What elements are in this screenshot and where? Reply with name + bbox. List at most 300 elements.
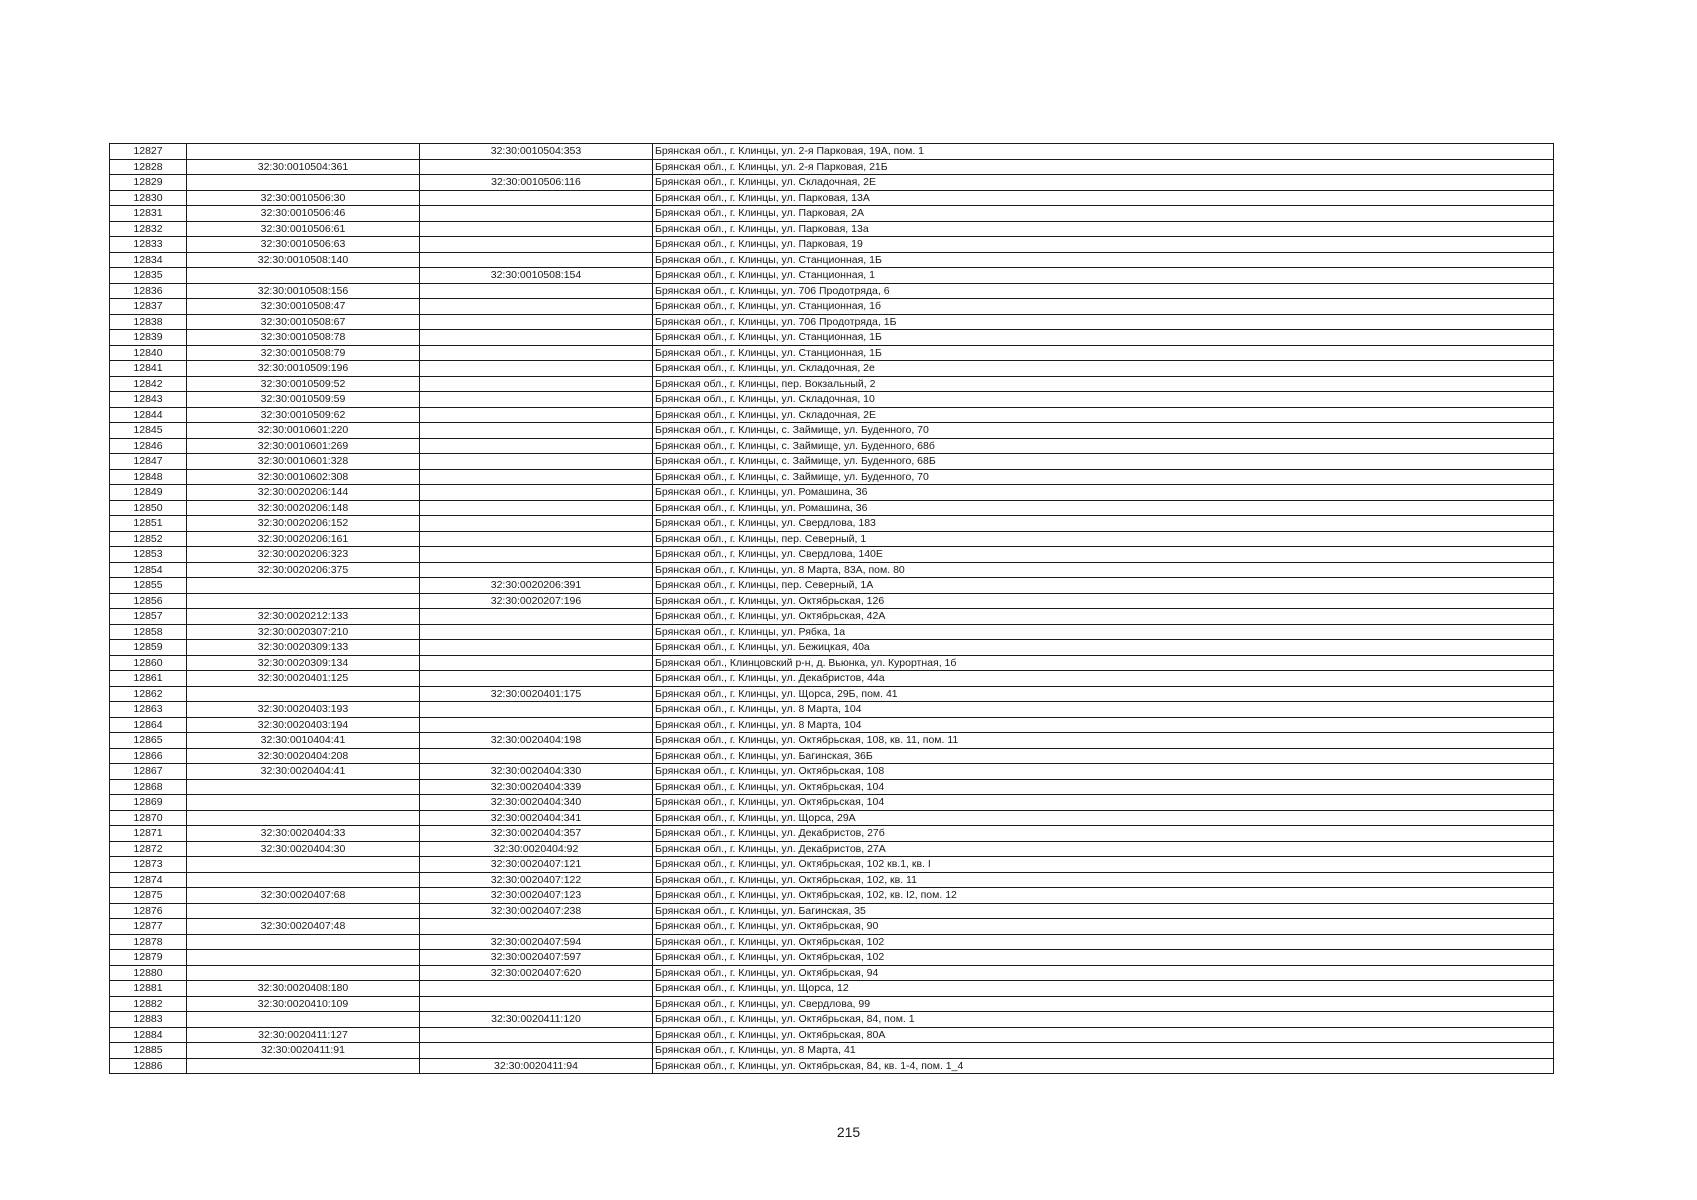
table-row xyxy=(110,485,1554,501)
cadastral-number-cell: 32:30:0010506:46 xyxy=(187,206,420,222)
cadastral-number-cell xyxy=(187,1058,420,1074)
address-cell: Брянская обл., г. Клинцы, ул. Декабристов, 27А xyxy=(653,841,1554,857)
row-number: 12856 xyxy=(110,593,187,609)
cadastral-number-cell xyxy=(187,268,420,284)
cadastral-number-alt-cell: 32:30:0020404:198 xyxy=(420,733,653,749)
row-number: 12875 xyxy=(110,888,187,904)
table-row xyxy=(110,655,1554,671)
cadastral-number-alt-cell xyxy=(420,640,653,656)
row-number: 12859 xyxy=(110,640,187,656)
address-cell: Брянская обл., г. Клинцы, ул. Октябрьская, 102 кв.1, кв. I xyxy=(653,857,1554,873)
cadastral-number-alt-cell: 32:30:0020401:175 xyxy=(420,686,653,702)
table-row xyxy=(110,934,1554,950)
table-row xyxy=(110,376,1554,392)
table-row xyxy=(110,857,1554,873)
cadastral-number-alt-cell xyxy=(420,1043,653,1059)
address-cell: Брянская обл., г. Клинцы, ул. Щорса, 29А xyxy=(653,810,1554,826)
address-cell: Брянская обл., г. Клинцы, ул. 706 Продотряда, 1Б xyxy=(653,314,1554,330)
table-row xyxy=(110,841,1554,857)
cadastral-number-cell xyxy=(187,144,420,160)
cadastral-number-cell xyxy=(187,795,420,811)
table-row xyxy=(110,469,1554,485)
cadastral-number-cell xyxy=(187,779,420,795)
address-cell: Брянская обл., г. Клинцы, ул. Октябрьская, 102 xyxy=(653,950,1554,966)
table-row xyxy=(110,423,1554,439)
address-cell: Брянская обл., г. Клинцы, ул. 8 Марта, 83А, пом. 80 xyxy=(653,562,1554,578)
row-number: 12855 xyxy=(110,578,187,594)
address-cell: Брянская обл., г. Клинцы, ул. Станционная, 1б xyxy=(653,299,1554,315)
row-number: 12864 xyxy=(110,717,187,733)
address-cell: Брянская обл., г. Клинцы, пер. Вокзальный, 2 xyxy=(653,376,1554,392)
cadastral-number-alt-cell: 32:30:0020407:123 xyxy=(420,888,653,904)
table-row xyxy=(110,702,1554,718)
row-number: 12840 xyxy=(110,345,187,361)
address-cell: Брянская обл., г. Клинцы, ул. Декабристов, 27б xyxy=(653,826,1554,842)
table-row xyxy=(110,717,1554,733)
address-cell: Брянская обл., г. Клинцы, ул. Октябрьская, 80А xyxy=(653,1027,1554,1043)
row-number: 12885 xyxy=(110,1043,187,1059)
cadastral-number-cell xyxy=(187,686,420,702)
table-row xyxy=(110,206,1554,222)
address-cell: Брянская обл., г. Клинцы, ул. Октябрьская, 126 xyxy=(653,593,1554,609)
row-number: 12884 xyxy=(110,1027,187,1043)
cadastral-number-alt-cell xyxy=(420,671,653,687)
cadastral-number-alt-cell: 32:30:0020404:92 xyxy=(420,841,653,857)
table-row xyxy=(110,919,1554,935)
page-number: 215 xyxy=(836,1124,861,1140)
address-cell: Брянская обл., г. Клинцы, ул. Октябрьская, 108 xyxy=(653,764,1554,780)
cadastral-number-cell xyxy=(187,175,420,191)
row-number: 12852 xyxy=(110,531,187,547)
cadastral-number-alt-cell xyxy=(420,392,653,408)
cadastral-number-alt-cell xyxy=(420,361,653,377)
address-cell: Брянская обл., г. Клинцы, ул. Щорса, 29Б, пом. 41 xyxy=(653,686,1554,702)
row-number: 12877 xyxy=(110,919,187,935)
cadastral-number-cell: 32:30:0010508:156 xyxy=(187,283,420,299)
cadastral-number-alt-cell xyxy=(420,609,653,625)
address-cell: Брянская обл., г. Клинцы, ул. 2-я Парковая, 19А, пом. 1 xyxy=(653,144,1554,160)
cadastral-number-cell: 32:30:0020309:134 xyxy=(187,655,420,671)
address-cell: Брянская обл., г. Клинцы, ул. Свердлова, 99 xyxy=(653,996,1554,1012)
cadastral-number-alt-cell xyxy=(420,516,653,532)
cadastral-number-cell: 32:30:0020206:148 xyxy=(187,500,420,516)
cadastral-number-cell: 32:30:0020403:193 xyxy=(187,702,420,718)
address-cell: Брянская обл., г. Клинцы, ул. Складочная, 10 xyxy=(653,392,1554,408)
row-number: 12838 xyxy=(110,314,187,330)
address-cell: Брянская обл., г. Клинцы, с. Займище, ул. Буденного, 70 xyxy=(653,469,1554,485)
cadastral-number-cell xyxy=(187,578,420,594)
cadastral-number-alt-cell xyxy=(420,330,653,346)
cadastral-number-cell xyxy=(187,903,420,919)
cadastral-number-alt-cell: 32:30:0020407:594 xyxy=(420,934,653,950)
cadastral-number-cell: 32:30:0020206:152 xyxy=(187,516,420,532)
cadastral-number-cell: 32:30:0010508:67 xyxy=(187,314,420,330)
table-row xyxy=(110,779,1554,795)
row-number: 12836 xyxy=(110,283,187,299)
cadastral-number-cell: 32:30:0010504:361 xyxy=(187,159,420,175)
cadastral-number-alt-cell: 32:30:0010508:154 xyxy=(420,268,653,284)
cadastral-table xyxy=(109,143,1554,1074)
row-number: 12853 xyxy=(110,547,187,563)
address-cell: Брянская обл., г. Клинцы, ул. 706 Продотряда, 6 xyxy=(653,283,1554,299)
cadastral-number-alt-cell xyxy=(420,252,653,268)
address-cell: Брянская обл., г. Клинцы, с. Займище, ул. Буденного, 70 xyxy=(653,423,1554,439)
table-row xyxy=(110,764,1554,780)
row-number: 12882 xyxy=(110,996,187,1012)
address-cell: Брянская обл., г. Клинцы, ул. 8 Марта, 41 xyxy=(653,1043,1554,1059)
table-row xyxy=(110,888,1554,904)
cadastral-number-alt-cell: 32:30:0020404:341 xyxy=(420,810,653,826)
cadastral-number-cell: 32:30:0020410:109 xyxy=(187,996,420,1012)
table-row xyxy=(110,1058,1554,1074)
table-row xyxy=(110,624,1554,640)
cadastral-number-cell: 32:30:0010509:196 xyxy=(187,361,420,377)
cadastral-number-cell: 32:30:0010508:47 xyxy=(187,299,420,315)
cadastral-number-cell: 32:30:0020401:125 xyxy=(187,671,420,687)
table-row xyxy=(110,500,1554,516)
cadastral-number-cell: 32:30:0010602:308 xyxy=(187,469,420,485)
row-number: 12872 xyxy=(110,841,187,857)
cadastral-number-alt-cell: 32:30:0020407:620 xyxy=(420,965,653,981)
row-number: 12868 xyxy=(110,779,187,795)
cadastral-number-cell: 32:30:0020404:41 xyxy=(187,764,420,780)
address-cell: Брянская обл., г. Клинцы, пер. Северный, 1 xyxy=(653,531,1554,547)
row-number: 12867 xyxy=(110,764,187,780)
cadastral-number-alt-cell xyxy=(420,981,653,997)
cadastral-number-cell: 32:30:0020309:133 xyxy=(187,640,420,656)
cadastral-number-cell: 32:30:0020206:375 xyxy=(187,562,420,578)
row-number: 12881 xyxy=(110,981,187,997)
table-row xyxy=(110,454,1554,470)
row-number: 12848 xyxy=(110,469,187,485)
cadastral-number-cell: 32:30:0010509:59 xyxy=(187,392,420,408)
cadastral-number-cell: 32:30:0020212:133 xyxy=(187,609,420,625)
cadastral-number-alt-cell xyxy=(420,190,653,206)
cadastral-number-cell: 32:30:0020411:127 xyxy=(187,1027,420,1043)
row-number: 12869 xyxy=(110,795,187,811)
cadastral-number-cell: 32:30:0020407:48 xyxy=(187,919,420,935)
cadastral-number-cell: 32:30:0010508:140 xyxy=(187,252,420,268)
cadastral-number-alt-cell xyxy=(420,469,653,485)
cadastral-number-cell: 32:30:0010508:78 xyxy=(187,330,420,346)
cadastral-number-cell: 32:30:0010508:79 xyxy=(187,345,420,361)
table-row xyxy=(110,903,1554,919)
row-number: 12871 xyxy=(110,826,187,842)
table-row xyxy=(110,872,1554,888)
row-number: 12832 xyxy=(110,221,187,237)
cadastral-number-cell: 32:30:0020404:208 xyxy=(187,748,420,764)
cadastral-number-cell: 32:30:0010601:328 xyxy=(187,454,420,470)
row-number: 12829 xyxy=(110,175,187,191)
row-number: 12842 xyxy=(110,376,187,392)
row-number: 12860 xyxy=(110,655,187,671)
table-row xyxy=(110,159,1554,175)
row-number: 12883 xyxy=(110,1012,187,1028)
row-number: 12841 xyxy=(110,361,187,377)
cadastral-number-cell: 32:30:0010506:61 xyxy=(187,221,420,237)
cadastral-number-alt-cell xyxy=(420,485,653,501)
address-cell: Брянская обл., г. Клинцы, ул. Парковая, 2А xyxy=(653,206,1554,222)
table-row xyxy=(110,562,1554,578)
cadastral-number-alt-cell: 32:30:0020407:121 xyxy=(420,857,653,873)
table-row xyxy=(110,144,1554,160)
cadastral-number-alt-cell xyxy=(420,500,653,516)
address-cell: Брянская обл., г. Клинцы, ул. Декабристов, 44а xyxy=(653,671,1554,687)
address-cell: Брянская обл., г. Клинцы, ул. Октябрьская, 90 xyxy=(653,919,1554,935)
cadastral-number-alt-cell xyxy=(420,996,653,1012)
row-number: 12880 xyxy=(110,965,187,981)
cadastral-number-alt-cell xyxy=(420,283,653,299)
cadastral-number-alt-cell: 32:30:0020404:339 xyxy=(420,779,653,795)
table-row xyxy=(110,531,1554,547)
table-row xyxy=(110,438,1554,454)
cadastral-number-alt-cell xyxy=(420,376,653,392)
table-row xyxy=(110,283,1554,299)
cadastral-number-cell xyxy=(187,810,420,826)
cadastral-number-alt-cell: 32:30:0020411:94 xyxy=(420,1058,653,1074)
row-number: 12846 xyxy=(110,438,187,454)
row-number: 12837 xyxy=(110,299,187,315)
cadastral-number-cell: 32:30:0010404:41 xyxy=(187,733,420,749)
table-row xyxy=(110,981,1554,997)
cadastral-number-cell: 32:30:0020206:144 xyxy=(187,485,420,501)
address-cell: Брянская обл., г. Клинцы, ул. Октябрьская, 42А xyxy=(653,609,1554,625)
cadastral-number-cell xyxy=(187,1012,420,1028)
address-cell: Брянская обл., г. Клинцы, ул. Октябрьская, 104 xyxy=(653,795,1554,811)
table-row xyxy=(110,361,1554,377)
address-cell: Брянская обл., г. Клинцы, с. Займище, ул. Буденного, 68б xyxy=(653,438,1554,454)
row-number: 12866 xyxy=(110,748,187,764)
cadastral-number-alt-cell xyxy=(420,438,653,454)
row-number: 12851 xyxy=(110,516,187,532)
cadastral-number-alt-cell xyxy=(420,299,653,315)
table-row xyxy=(110,810,1554,826)
cadastral-number-alt-cell xyxy=(420,702,653,718)
cadastral-number-cell: 32:30:0020404:33 xyxy=(187,826,420,842)
address-cell: Брянская обл., г. Клинцы, с. Займище, ул. Буденного, 68Б xyxy=(653,454,1554,470)
address-cell: Брянская обл., г. Клинцы, ул. Станционная, 1Б xyxy=(653,345,1554,361)
table-row xyxy=(110,609,1554,625)
row-number: 12845 xyxy=(110,423,187,439)
row-number: 12861 xyxy=(110,671,187,687)
cadastral-number-alt-cell xyxy=(420,748,653,764)
cadastral-number-alt-cell xyxy=(420,159,653,175)
address-cell: Брянская обл., г. Клинцы, ул. Ромашина, 36 xyxy=(653,500,1554,516)
address-cell: Брянская обл., г. Клинцы, ул. Складочная, 2Е xyxy=(653,175,1554,191)
address-cell: Брянская обл., г. Клинцы, ул. Станционная, 1 xyxy=(653,268,1554,284)
cadastral-number-cell: 32:30:0020407:68 xyxy=(187,888,420,904)
row-number: 12862 xyxy=(110,686,187,702)
cadastral-number-alt-cell xyxy=(420,655,653,671)
cadastral-number-alt-cell: 32:30:0010506:116 xyxy=(420,175,653,191)
table-row xyxy=(110,330,1554,346)
address-cell: Брянская обл., г. Клинцы, ул. Парковая, 19 xyxy=(653,237,1554,253)
cadastral-number-cell xyxy=(187,593,420,609)
table-row xyxy=(110,345,1554,361)
cadastral-number-cell: 32:30:0010601:269 xyxy=(187,438,420,454)
cadastral-number-alt-cell xyxy=(420,717,653,733)
cadastral-number-alt-cell: 32:30:0020404:330 xyxy=(420,764,653,780)
row-number: 12833 xyxy=(110,237,187,253)
cadastral-number-alt-cell xyxy=(420,314,653,330)
row-number: 12844 xyxy=(110,407,187,423)
table-row xyxy=(110,671,1554,687)
cadastral-number-alt-cell xyxy=(420,919,653,935)
table-row xyxy=(110,221,1554,237)
table-row xyxy=(110,996,1554,1012)
row-number: 12834 xyxy=(110,252,187,268)
address-cell: Брянская обл., г. Клинцы, ул. Октябрьская, 94 xyxy=(653,965,1554,981)
cadastral-number-cell xyxy=(187,857,420,873)
cadastral-number-alt-cell: 32:30:0020411:120 xyxy=(420,1012,653,1028)
address-cell: Брянская обл., г. Клинцы, ул. Бежицкая, 40а xyxy=(653,640,1554,656)
row-number: 12849 xyxy=(110,485,187,501)
address-cell: Брянская обл., г. Клинцы, ул. Октябрьская, 84, пом. 1 xyxy=(653,1012,1554,1028)
address-cell: Брянская обл., г. Клинцы, ул. Свердлова, 140Е xyxy=(653,547,1554,563)
cadastral-number-cell: 32:30:0010506:63 xyxy=(187,237,420,253)
address-cell: Брянская обл., г. Клинцы, ул. Складочная, 2е xyxy=(653,361,1554,377)
cadastral-number-alt-cell xyxy=(420,407,653,423)
address-cell: Брянская обл., г. Клинцы, ул. Станционная, 1Б xyxy=(653,252,1554,268)
row-number: 12839 xyxy=(110,330,187,346)
cadastral-number-alt-cell: 32:30:0020407:238 xyxy=(420,903,653,919)
row-number: 12878 xyxy=(110,934,187,950)
row-number: 12879 xyxy=(110,950,187,966)
address-cell: Брянская обл., г. Клинцы, ул. Багинская, 36Б xyxy=(653,748,1554,764)
table-row xyxy=(110,314,1554,330)
cadastral-number-cell xyxy=(187,965,420,981)
address-cell: Брянская обл., г. Клинцы, ул. Свердлова, 183 xyxy=(653,516,1554,532)
table-row xyxy=(110,190,1554,206)
table-row xyxy=(110,252,1554,268)
cadastral-number-cell xyxy=(187,872,420,888)
cadastral-number-cell: 32:30:0020403:194 xyxy=(187,717,420,733)
table-row xyxy=(110,748,1554,764)
cadastral-number-alt-cell xyxy=(420,547,653,563)
row-number: 12827 xyxy=(110,144,187,160)
table-row xyxy=(110,237,1554,253)
row-number: 12835 xyxy=(110,268,187,284)
table-row xyxy=(110,826,1554,842)
cadastral-number-alt-cell xyxy=(420,221,653,237)
row-number: 12850 xyxy=(110,500,187,516)
table-row xyxy=(110,392,1554,408)
row-number: 12876 xyxy=(110,903,187,919)
cadastral-number-cell xyxy=(187,934,420,950)
address-cell: Брянская обл., Клинцовский р-н, д. Вьюнка, ул. Курортная, 1б xyxy=(653,655,1554,671)
table-row xyxy=(110,640,1554,656)
cadastral-number-alt-cell xyxy=(420,237,653,253)
address-cell: Брянская обл., г. Клинцы, ул. Октябрьская, 102 xyxy=(653,934,1554,950)
address-cell: Брянская обл., г. Клинцы, ул. Октябрьская, 84, кв. 1-4, пом. 1_4 xyxy=(653,1058,1554,1074)
cadastral-number-alt-cell xyxy=(420,1027,653,1043)
row-number: 12857 xyxy=(110,609,187,625)
address-cell: Брянская обл., г. Клинцы, ул. Октябрьская, 108, кв. 11, пом. 11 xyxy=(653,733,1554,749)
cadastral-number-cell: 32:30:0010509:62 xyxy=(187,407,420,423)
table-row xyxy=(110,547,1554,563)
table-row xyxy=(110,1012,1554,1028)
table-row xyxy=(110,407,1554,423)
address-cell: Брянская обл., г. Клинцы, ул. 8 Марта, 104 xyxy=(653,702,1554,718)
row-number: 12847 xyxy=(110,454,187,470)
row-number: 12865 xyxy=(110,733,187,749)
table-row xyxy=(110,299,1554,315)
cadastral-number-cell: 32:30:0020206:323 xyxy=(187,547,420,563)
row-number: 12873 xyxy=(110,857,187,873)
cadastral-number-alt-cell: 32:30:0020404:340 xyxy=(420,795,653,811)
cadastral-number-cell: 32:30:0010506:30 xyxy=(187,190,420,206)
table-row xyxy=(110,516,1554,532)
row-number: 12863 xyxy=(110,702,187,718)
row-number: 12828 xyxy=(110,159,187,175)
cadastral-number-cell xyxy=(187,950,420,966)
table-row xyxy=(110,268,1554,284)
cadastral-number-alt-cell xyxy=(420,562,653,578)
row-number: 12874 xyxy=(110,872,187,888)
address-cell: Брянская обл., г. Клинцы, ул. Складочная, 2Е xyxy=(653,407,1554,423)
address-cell: Брянская обл., г. Клинцы, ул. Ромашина, 36 xyxy=(653,485,1554,501)
address-cell: Брянская обл., г. Клинцы, ул. 2-я Парковая, 21Б xyxy=(653,159,1554,175)
address-cell: Брянская обл., г. Клинцы, ул. Парковая, 13а xyxy=(653,221,1554,237)
cadastral-number-cell: 32:30:0020411:91 xyxy=(187,1043,420,1059)
address-cell: Брянская обл., г. Клинцы, ул. Октябрьская, 102, кв. I2, пом. 12 xyxy=(653,888,1554,904)
address-cell: Брянская обл., г. Клинцы, ул. Парковая, 13А xyxy=(653,190,1554,206)
row-number: 12831 xyxy=(110,206,187,222)
address-cell: Брянская обл., г. Клинцы, ул. Рябка, 1а xyxy=(653,624,1554,640)
table-row xyxy=(110,1027,1554,1043)
table-row xyxy=(110,686,1554,702)
cadastral-number-alt-cell xyxy=(420,345,653,361)
table-row xyxy=(110,795,1554,811)
cadastral-number-alt-cell xyxy=(420,531,653,547)
cadastral-number-alt-cell xyxy=(420,454,653,470)
cadastral-number-cell: 32:30:0020206:161 xyxy=(187,531,420,547)
cadastral-number-alt-cell: 32:30:0020407:597 xyxy=(420,950,653,966)
cadastral-number-cell: 32:30:0020404:30 xyxy=(187,841,420,857)
cadastral-number-alt-cell xyxy=(420,423,653,439)
address-cell: Брянская обл., г. Клинцы, ул. Багинская, 35 xyxy=(653,903,1554,919)
cadastral-number-alt-cell: 32:30:0020207:196 xyxy=(420,593,653,609)
table-row xyxy=(110,593,1554,609)
row-number: 12843 xyxy=(110,392,187,408)
address-cell: Брянская обл., г. Клинцы, ул. Станционная, 1Б xyxy=(653,330,1554,346)
table-row xyxy=(110,965,1554,981)
row-number: 12886 xyxy=(110,1058,187,1074)
cadastral-number-alt-cell xyxy=(420,624,653,640)
cadastral-number-cell: 32:30:0010509:52 xyxy=(187,376,420,392)
cadastral-number-alt-cell: 32:30:0020407:122 xyxy=(420,872,653,888)
row-number: 12854 xyxy=(110,562,187,578)
address-cell: Брянская обл., г. Клинцы, ул. 8 Марта, 104 xyxy=(653,717,1554,733)
table-row xyxy=(110,733,1554,749)
address-cell: Брянская обл., г. Клинцы, ул. Щорса, 12 xyxy=(653,981,1554,997)
row-number: 12870 xyxy=(110,810,187,826)
table-row xyxy=(110,950,1554,966)
cadastral-table-body xyxy=(110,144,1554,1074)
cadastral-number-alt-cell: 32:30:0010504:353 xyxy=(420,144,653,160)
address-cell: Брянская обл., г. Клинцы, ул. Октябрьская, 102, кв. 11 xyxy=(653,872,1554,888)
row-number: 12858 xyxy=(110,624,187,640)
address-cell: Брянская обл., г. Клинцы, пер. Северный, 1А xyxy=(653,578,1554,594)
address-cell: Брянская обл., г. Клинцы, ул. Октябрьская, 104 xyxy=(653,779,1554,795)
cadastral-number-cell: 32:30:0010601:220 xyxy=(187,423,420,439)
cadastral-number-alt-cell xyxy=(420,206,653,222)
cadastral-number-cell: 32:30:0020408:180 xyxy=(187,981,420,997)
cadastral-number-alt-cell: 32:30:0020404:357 xyxy=(420,826,653,842)
cadastral-number-alt-cell: 32:30:0020206:391 xyxy=(420,578,653,594)
table-row xyxy=(110,578,1554,594)
table-row xyxy=(110,175,1554,191)
